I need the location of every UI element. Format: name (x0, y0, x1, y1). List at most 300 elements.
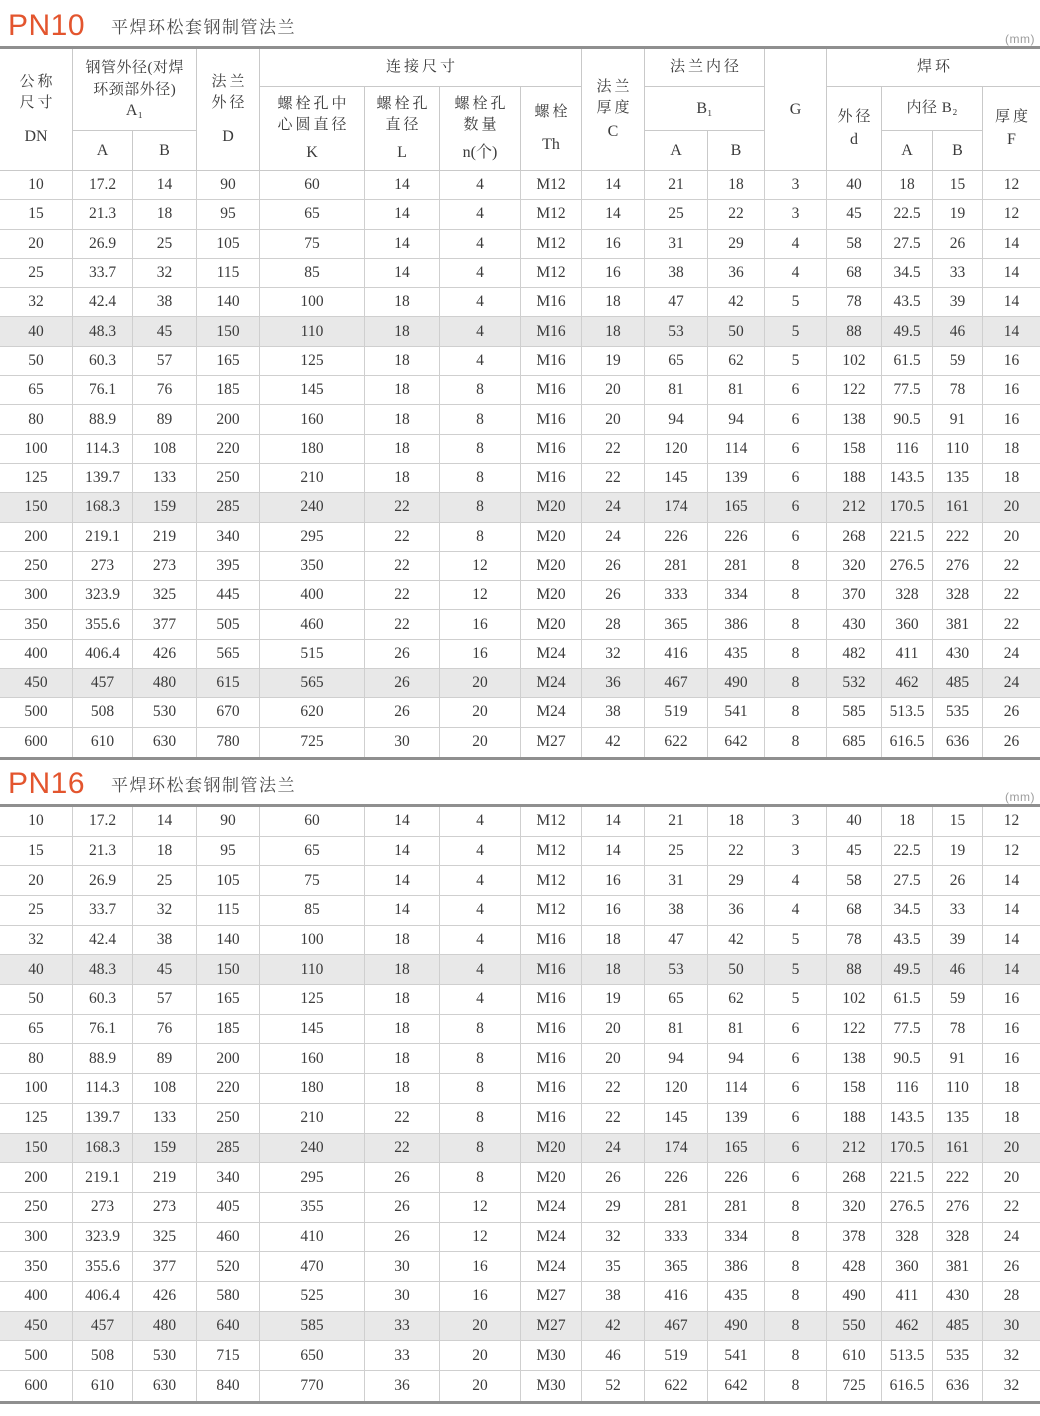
cell-dn: 125 (0, 1104, 73, 1133)
cell-ring-thick-f: 28 (1003, 1287, 1020, 1305)
cell-bolt-hole-l: 33 (365, 1312, 440, 1341)
cell-flange-id-a: 467 (645, 669, 708, 697)
cell-flange-od-d: 340 (197, 1163, 260, 1192)
cell-flange-od-d: 670 (197, 698, 260, 726)
cell-pipe-od-a: 60.3 (73, 347, 133, 375)
cell-flange-id-a: 519 (645, 698, 708, 726)
cell-bolt-count-n: 8 (440, 435, 521, 463)
cell-ring-id-b: 91 (933, 1044, 983, 1073)
cell-ring-id-a: 90.5 (882, 405, 933, 433)
cell-thickness-c: 32 (582, 1223, 645, 1252)
cell-ring-id-b: 15 (933, 171, 983, 199)
cell-ring-id-a: 77.5 (882, 376, 933, 404)
cell-flange-id-a: 21 (645, 807, 708, 836)
cell-bolt-count-n: 4 (440, 230, 521, 258)
cell-thickness-c: 26 (582, 552, 645, 580)
cell-flange-id-a: 21 (645, 171, 708, 199)
cell-flange-od-d: 405 (197, 1193, 260, 1222)
cell-g: 8 (765, 1193, 827, 1222)
cell-pipe-od-a: 76.1 (73, 376, 133, 404)
cell-bolt-th: M16 (521, 985, 582, 1014)
cell-bolt-th: M16 (521, 464, 582, 492)
cell-flange-id-a: 120 (645, 435, 708, 463)
cell-ring-id-b: 26 (933, 866, 983, 895)
cell-flange-id-b: 386 (708, 1252, 765, 1281)
table-row-dn-500 (0, 1341, 1040, 1371)
cell-bolt-hole-l: 22 (365, 1134, 440, 1163)
cell-ring-id-b: 91 (933, 405, 983, 433)
cell-flange-id-a: 31 (645, 230, 708, 258)
cell-bolt-th: M27 (521, 1312, 582, 1341)
cell-ring-thick-f: 16 (1003, 381, 1020, 399)
cell-flange-id-a: 467 (645, 1312, 708, 1341)
cell-g: 6 (765, 376, 827, 404)
cell-ring-thick-f: 18 (1003, 439, 1020, 457)
cell-flange-id-b: 281 (708, 1193, 765, 1222)
cell-flange-id-a: 94 (645, 1044, 708, 1073)
cell-g: 6 (765, 405, 827, 433)
cell-flange-id-b: 139 (708, 464, 765, 492)
cell-g: 6 (765, 1015, 827, 1044)
cell-ring-od-d: 58 (827, 230, 882, 258)
cell-dn: 300 (0, 1223, 73, 1252)
cell-ring-id-b: 39 (933, 926, 983, 955)
cell-thickness-c: 42 (582, 1312, 645, 1341)
cell-bolt-th: M16 (521, 1074, 582, 1103)
cell-ring-thick-f: 22 (1003, 1198, 1020, 1216)
cell-flange-id-b: 18 (708, 171, 765, 199)
cell-dn: 450 (0, 1312, 73, 1341)
cell-ring-thick-f: 26 (1003, 733, 1020, 751)
table-row-dn-500 (0, 698, 1040, 727)
cell-pipe-od-b: 426 (133, 1282, 197, 1311)
cell-pipe-od-a: 88.9 (73, 1044, 133, 1073)
table-row-dn-200 (0, 523, 1040, 552)
cell-flange-id-a: 47 (645, 926, 708, 955)
cell-pipe-od-b: 89 (133, 1044, 197, 1073)
cell-ring-od-d: 188 (827, 1104, 882, 1133)
cell-pipe-od-a: 48.3 (73, 317, 133, 345)
cell-pipe-od-a: 88.9 (73, 405, 133, 433)
cell-ring-od-d: 725 (827, 1371, 882, 1401)
cell-ring-thick-f: 24 (1003, 1227, 1020, 1245)
cell-flange-id-b: 541 (708, 698, 765, 726)
cell-bolt-count-n: 4 (440, 259, 521, 287)
cell-g: 8 (765, 1312, 827, 1341)
cell-flange-od-d: 460 (197, 1223, 260, 1252)
header-flange-id-group: 法兰内径 (645, 49, 765, 87)
table-row-dn-32 (0, 288, 1040, 317)
cell-bolt-count-n: 12 (440, 581, 521, 609)
cell-ring-id-a: 276.5 (882, 1193, 933, 1222)
cell-pipe-od-b: 14 (133, 807, 197, 836)
cell-ring-id-b: 430 (933, 1282, 983, 1311)
cell-pipe-od-a: 139.7 (73, 1104, 133, 1133)
cell-dn: 100 (0, 435, 73, 463)
cell-pipe-od-b: 133 (133, 1104, 197, 1133)
cell-ring-thick-f: 18 (1003, 1079, 1020, 1097)
cell-bolt-circle-k: 75 (260, 230, 365, 258)
cell-bolt-count-n: 4 (440, 955, 521, 984)
cell-bolt-circle-k: 460 (260, 610, 365, 638)
cell-ring-id-b: 78 (933, 1015, 983, 1044)
cell-thickness-c: 18 (582, 317, 645, 345)
cell-pipe-od-a: 168.3 (73, 493, 133, 521)
cell-bolt-hole-l: 33 (365, 1341, 440, 1370)
table-row-dn-50 (0, 985, 1040, 1015)
cell-ring-thick-f: 26 (1003, 703, 1020, 721)
header-flange-od: 法兰 外径 D (197, 49, 260, 171)
cell-bolt-th: M24 (521, 1252, 582, 1281)
cell-flange-id-b: 42 (708, 926, 765, 955)
cell-pipe-od-b: 273 (133, 1193, 197, 1222)
cell-thickness-c: 19 (582, 347, 645, 375)
cell-bolt-count-n: 8 (440, 464, 521, 492)
cell-dn: 300 (0, 581, 73, 609)
cell-bolt-th: M16 (521, 317, 582, 345)
cell-dn: 250 (0, 552, 73, 580)
cell-ring-thick-f: 24 (1003, 674, 1020, 692)
cell-bolt-count-n: 16 (440, 640, 521, 668)
table-row-dn-250 (0, 552, 1040, 581)
pn16-section (0, 760, 1040, 1404)
cell-g: 6 (765, 464, 827, 492)
cell-ring-od-d: 138 (827, 1044, 882, 1073)
cell-bolt-circle-k: 85 (260, 896, 365, 925)
cell-flange-id-a: 81 (645, 1015, 708, 1044)
cell-g: 6 (765, 493, 827, 521)
cell-ring-id-a: 513.5 (882, 698, 933, 726)
cell-dn: 25 (0, 259, 73, 287)
table-row-dn-125 (0, 464, 1040, 493)
cell-bolt-hole-l: 18 (365, 1015, 440, 1044)
cell-pipe-od-a: 323.9 (73, 581, 133, 609)
cell-ring-thick-f: 14 (1003, 931, 1020, 949)
cell-pipe-od-a: 610 (73, 728, 133, 757)
cell-ring-od-d: 188 (827, 464, 882, 492)
cell-ring-id-a: 143.5 (882, 464, 933, 492)
cell-flange-id-b: 114 (708, 1074, 765, 1103)
cell-ring-thick-f: 14 (1003, 264, 1020, 282)
cell-thickness-c: 14 (582, 200, 645, 228)
cell-dn: 80 (0, 1044, 73, 1073)
cell-bolt-hole-l: 18 (365, 347, 440, 375)
cell-bolt-circle-k: 160 (260, 405, 365, 433)
cell-pipe-od-a: 114.3 (73, 435, 133, 463)
header-ring-id-a: A (882, 131, 933, 171)
cell-flange-od-d: 165 (197, 347, 260, 375)
cell-bolt-circle-k: 355 (260, 1193, 365, 1222)
cell-ring-id-b: 485 (933, 1312, 983, 1341)
cell-ring-id-a: 276.5 (882, 552, 933, 580)
cell-thickness-c: 24 (582, 1134, 645, 1163)
cell-bolt-th: M20 (521, 552, 582, 580)
cell-ring-od-d: 68 (827, 259, 882, 287)
cell-bolt-hole-l: 26 (365, 698, 440, 726)
cell-pipe-od-a: 48.3 (73, 955, 133, 984)
cell-dn: 20 (0, 866, 73, 895)
cell-ring-thick-f: 26 (1003, 1257, 1020, 1275)
cell-bolt-count-n: 12 (440, 1193, 521, 1222)
table-row-dn-80 (0, 1044, 1040, 1074)
cell-ring-id-a: 22.5 (882, 837, 933, 866)
cell-pipe-od-b: 25 (133, 230, 197, 258)
cell-bolt-count-n: 8 (440, 1074, 521, 1103)
cell-ring-od-d: 482 (827, 640, 882, 668)
header-flange-thickness: 法兰 厚度 C (582, 49, 645, 171)
cell-flange-od-d: 780 (197, 728, 260, 757)
cell-ring-id-a: 34.5 (882, 896, 933, 925)
cell-bolt-circle-k: 650 (260, 1341, 365, 1370)
cell-flange-id-b: 165 (708, 1134, 765, 1163)
cell-flange-id-a: 333 (645, 1223, 708, 1252)
cell-dn: 10 (0, 171, 73, 199)
cell-thickness-c: 24 (582, 493, 645, 521)
cell-pipe-od-b: 426 (133, 640, 197, 668)
cell-ring-id-b: 33 (933, 896, 983, 925)
cell-ring-id-a: 411 (882, 640, 933, 668)
cell-dn: 65 (0, 1015, 73, 1044)
cell-ring-thick-f: 30 (1003, 1316, 1020, 1334)
cell-bolt-th: M16 (521, 955, 582, 984)
cell-ring-thick-f: 16 (1003, 1020, 1020, 1038)
cell-ring-thick-f: 14 (1003, 960, 1020, 978)
cell-g: 8 (765, 1282, 827, 1311)
cell-flange-id-b: 435 (708, 640, 765, 668)
cell-pipe-od-b: 377 (133, 1252, 197, 1281)
cell-pipe-od-a: 406.4 (73, 1282, 133, 1311)
table-row-dn-10 (0, 171, 1040, 200)
cell-bolt-hole-l: 26 (365, 1163, 440, 1192)
cell-ring-id-b: 135 (933, 1104, 983, 1133)
cell-bolt-hole-l: 30 (365, 1282, 440, 1311)
cell-flange-od-d: 505 (197, 610, 260, 638)
cell-dn: 50 (0, 347, 73, 375)
cell-dn: 500 (0, 1341, 73, 1370)
cell-flange-od-d: 185 (197, 376, 260, 404)
cell-bolt-hole-l: 22 (365, 610, 440, 638)
cell-flange-id-b: 226 (708, 523, 765, 551)
cell-ring-od-d: 550 (827, 1312, 882, 1341)
cell-bolt-circle-k: 65 (260, 200, 365, 228)
cell-bolt-circle-k: 565 (260, 669, 365, 697)
cell-bolt-hole-l: 14 (365, 896, 440, 925)
cell-g: 8 (765, 669, 827, 697)
cell-pipe-od-a: 17.2 (73, 171, 133, 199)
cell-pipe-od-b: 18 (133, 837, 197, 866)
cell-ring-id-a: 221.5 (882, 1163, 933, 1192)
cell-g: 8 (765, 552, 827, 580)
cell-dn: 32 (0, 926, 73, 955)
cell-ring-id-b: 381 (933, 610, 983, 638)
table-row-dn-150 (0, 493, 1040, 522)
cell-flange-od-d: 165 (197, 985, 260, 1014)
cell-pipe-od-b: 18 (133, 200, 197, 228)
cell-ring-od-d: 58 (827, 866, 882, 895)
cell-bolt-count-n: 20 (440, 1341, 521, 1370)
cell-g: 5 (765, 347, 827, 375)
cell-bolt-circle-k: 620 (260, 698, 365, 726)
table-row-dn-65 (0, 376, 1040, 405)
cell-ring-id-b: 78 (933, 376, 983, 404)
cell-pipe-od-b: 45 (133, 955, 197, 984)
cell-ring-id-b: 161 (933, 493, 983, 521)
cell-bolt-circle-k: 145 (260, 376, 365, 404)
cell-bolt-circle-k: 770 (260, 1371, 365, 1401)
cell-flange-id-a: 519 (645, 1341, 708, 1370)
cell-ring-id-a: 513.5 (882, 1341, 933, 1370)
cell-bolt-th: M16 (521, 926, 582, 955)
cell-bolt-th: M30 (521, 1371, 582, 1401)
cell-pipe-od-a: 114.3 (73, 1074, 133, 1103)
cell-ring-id-a: 360 (882, 1252, 933, 1281)
cell-dn: 125 (0, 464, 73, 492)
cell-ring-id-a: 360 (882, 610, 933, 638)
cell-thickness-c: 52 (582, 1371, 645, 1401)
cell-pipe-od-b: 89 (133, 405, 197, 433)
table-row-dn-450 (0, 1312, 1040, 1342)
table-row-dn-100 (0, 1074, 1040, 1104)
cell-flange-id-b: 435 (708, 1282, 765, 1311)
header-connection-group: 连接尺寸 (260, 49, 582, 87)
cell-bolt-count-n: 4 (440, 896, 521, 925)
cell-g: 8 (765, 581, 827, 609)
pn10-subtitle: 平焊环松套钢制管法兰 (111, 18, 297, 37)
cell-ring-od-d: 68 (827, 896, 882, 925)
cell-flange-id-a: 622 (645, 1371, 708, 1401)
table-row-dn-100 (0, 435, 1040, 464)
cell-thickness-c: 46 (582, 1341, 645, 1370)
cell-ring-od-d: 45 (827, 200, 882, 228)
pn10-title: PN10 (8, 9, 86, 42)
cell-ring-od-d: 45 (827, 837, 882, 866)
cell-bolt-th: M16 (521, 1044, 582, 1073)
cell-ring-thick-f: 14 (1003, 901, 1020, 919)
cell-flange-od-d: 250 (197, 464, 260, 492)
cell-pipe-od-b: 630 (133, 728, 197, 757)
cell-g: 4 (765, 230, 827, 258)
cell-ring-id-a: 22.5 (882, 200, 933, 228)
cell-pipe-od-b: 108 (133, 435, 197, 463)
cell-bolt-count-n: 12 (440, 1223, 521, 1252)
cell-thickness-c: 16 (582, 866, 645, 895)
header-flange-id-sym: B₁ (645, 87, 765, 131)
cell-flange-id-a: 53 (645, 955, 708, 984)
cell-ring-od-d: 430 (827, 610, 882, 638)
cell-thickness-c: 36 (582, 669, 645, 697)
cell-pipe-od-a: 42.4 (73, 926, 133, 955)
table-row-dn-600 (0, 728, 1040, 757)
cell-dn: 600 (0, 1371, 73, 1401)
cell-pipe-od-a: 273 (73, 552, 133, 580)
cell-pipe-od-b: 38 (133, 288, 197, 316)
cell-flange-id-a: 226 (645, 1163, 708, 1192)
cell-pipe-od-a: 355.6 (73, 1252, 133, 1281)
cell-ring-thick-f: 20 (1003, 1138, 1020, 1156)
cell-pipe-od-a: 139.7 (73, 464, 133, 492)
cell-ring-id-b: 15 (933, 807, 983, 836)
cell-pipe-od-a: 76.1 (73, 1015, 133, 1044)
cell-bolt-circle-k: 410 (260, 1223, 365, 1252)
cell-bolt-count-n: 4 (440, 347, 521, 375)
cell-ring-id-b: 110 (933, 435, 983, 463)
header-pipe-od-a: A (73, 131, 133, 171)
cell-ring-id-a: 34.5 (882, 259, 933, 287)
cell-bolt-count-n: 4 (440, 171, 521, 199)
cell-flange-od-d: 715 (197, 1341, 260, 1370)
cell-bolt-count-n: 4 (440, 866, 521, 895)
cell-ring-id-a: 116 (882, 435, 933, 463)
cell-flange-od-d: 220 (197, 435, 260, 463)
cell-thickness-c: 22 (582, 1074, 645, 1103)
cell-dn: 350 (0, 610, 73, 638)
cell-pipe-od-a: 273 (73, 1193, 133, 1222)
cell-dn: 40 (0, 317, 73, 345)
header-ring-od: 外径 d (827, 87, 882, 171)
cell-ring-id-a: 143.5 (882, 1104, 933, 1133)
cell-ring-id-b: 110 (933, 1074, 983, 1103)
cell-bolt-count-n: 8 (440, 1134, 521, 1163)
cell-ring-id-a: 18 (882, 807, 933, 836)
cell-flange-id-b: 50 (708, 317, 765, 345)
cell-bolt-th: M16 (521, 1015, 582, 1044)
cell-pipe-od-b: 76 (133, 1015, 197, 1044)
cell-thickness-c: 14 (582, 837, 645, 866)
cell-bolt-hole-l: 30 (365, 1252, 440, 1281)
cell-bolt-hole-l: 18 (365, 317, 440, 345)
header-ring-group: 焊环 (827, 49, 1040, 87)
header-pipe-od-b: B (133, 131, 197, 171)
table-row-dn-300 (0, 581, 1040, 610)
table-row-dn-10 (0, 807, 1040, 837)
cell-ring-id-b: 222 (933, 1163, 983, 1192)
cell-flange-id-b: 50 (708, 955, 765, 984)
cell-ring-id-b: 276 (933, 552, 983, 580)
cell-thickness-c: 14 (582, 807, 645, 836)
cell-pipe-od-a: 508 (73, 1341, 133, 1370)
cell-bolt-hole-l: 14 (365, 866, 440, 895)
cell-dn: 200 (0, 523, 73, 551)
cell-ring-id-a: 27.5 (882, 866, 933, 895)
cell-dn: 200 (0, 1163, 73, 1192)
pn16-title-block (0, 760, 1040, 804)
cell-thickness-c: 18 (582, 926, 645, 955)
unit-label: (mm) (1005, 789, 1035, 804)
cell-pipe-od-b: 480 (133, 1312, 197, 1341)
cell-flange-od-d: 640 (197, 1312, 260, 1341)
cell-ring-id-b: 46 (933, 955, 983, 984)
cell-bolt-circle-k: 110 (260, 955, 365, 984)
cell-bolt-count-n: 4 (440, 807, 521, 836)
cell-g: 8 (765, 728, 827, 757)
cell-flange-od-d: 565 (197, 640, 260, 668)
cell-ring-thick-f: 14 (1003, 322, 1020, 340)
cell-ring-thick-f: 22 (1003, 615, 1020, 633)
cell-thickness-c: 26 (582, 581, 645, 609)
cell-ring-thick-f: 12 (1003, 841, 1020, 859)
cell-flange-id-b: 18 (708, 807, 765, 836)
cell-flange-od-d: 185 (197, 1015, 260, 1044)
cell-bolt-hole-l: 26 (365, 1223, 440, 1252)
cell-bolt-circle-k: 65 (260, 837, 365, 866)
cell-dn: 80 (0, 405, 73, 433)
cell-bolt-th: M16 (521, 288, 582, 316)
cell-bolt-circle-k: 525 (260, 1282, 365, 1311)
cell-g: 6 (765, 1044, 827, 1073)
cell-flange-id-a: 25 (645, 200, 708, 228)
cell-flange-id-b: 94 (708, 405, 765, 433)
cell-bolt-count-n: 8 (440, 405, 521, 433)
